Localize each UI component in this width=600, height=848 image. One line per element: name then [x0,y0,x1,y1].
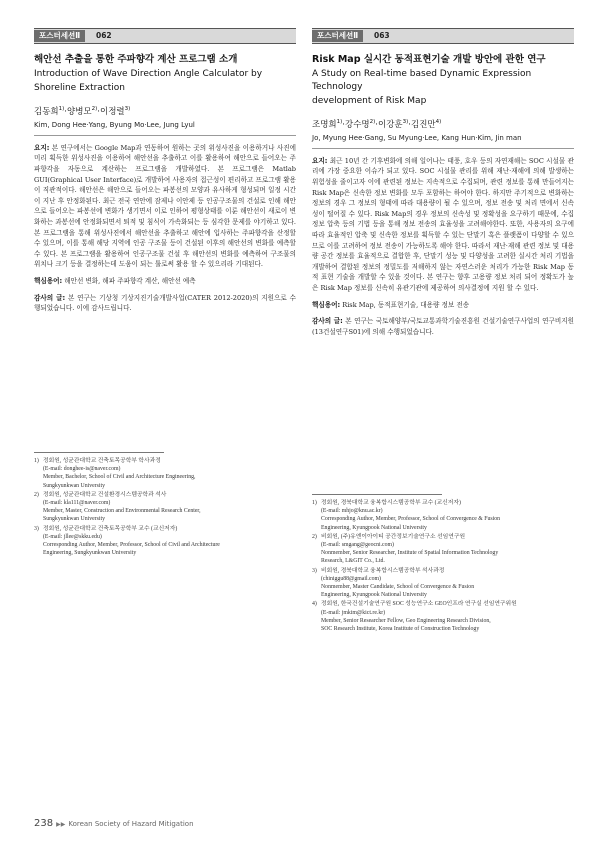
author-name: 이강훈 [378,119,403,130]
society-name: Korean Society of Hazard Mitigation [68,820,194,828]
author-sup: 2) [369,119,376,125]
author-sup: 3) [402,119,409,125]
author-name: 김동희 [34,106,59,117]
authors-english: Kim, Dong Hee·Yang, Byung Mo·Lee, Jung Lyul [34,120,195,129]
footnote-line: Sungkyunkwan University [43,482,105,489]
footnote-line: 정회원, 성균관대학교 건축토목공학부 교수 (교신저자) [43,525,178,532]
ack-label: 감사의 글: [34,293,66,302]
footnote-number: 1) [34,458,39,464]
keywords [34,276,296,287]
footnote-line: (E-mail: jmkim@kict.re.kr) [321,609,386,616]
footnotes [34,457,296,557]
footnote-line: (E-mail: smgang@geocni.com) [321,542,394,549]
author-sup: 1) [58,106,65,112]
title-english-line-2: Shoreline Extraction [34,83,126,93]
footnote-number: 3) [34,525,39,532]
divider [312,148,574,149]
author-sup: 1) [336,119,343,125]
footnote-line: Engineering, Kyungpook National University [321,524,427,531]
title-english-line-1: A Study on Real-time based Dynamic Expression Technology [312,69,532,92]
footnote-line: Member, Bachelor, School of Civil and Architecture Engineering, [43,474,196,481]
footnote-line: Corresponding Author, Member, Professor, School of Civil and Architecture [43,542,220,549]
footnote-line: (E-mail: kla111@naver.com) [43,500,111,507]
footnote-rule [312,494,442,495]
footnotes [312,499,574,633]
right-article [312,28,574,633]
footnote-line: Engineering, Kyungpook National University [321,592,427,599]
ack-text: 본 연구는 국토해양부/국토교통과학기술진흥원 건설기술연구사업의 연구비지원(13건설연구S01)에 의해 수행되었습니다. [312,317,574,336]
footnote-line: SOC Research Institute, Korea Institute of Construction Technology [321,626,480,633]
session-header [34,28,296,44]
footnote-line: 정회원, 성균관대학교 건축토목공학부 학사과정 [43,458,161,464]
left-article [34,28,296,557]
abstract-text: 본 연구에서는 Google Map과 연동하여 원하는 곳의 위성사진을 이용하거나 사진에 미리 획득한 위성사진을 이용하여 해안선을 추출하고 이를 활용하여 해안으로 들어오는 주파향각을 자동으로 계산하는 프로그램을 개발하였다. 본 프로그램은 Matlab GUI(Graphical User Interface)로 개발하여 사용자의 접근성이 편리하고 프로그램 활용이 직관적이다. 해안선은 해안으로 들어오는 파봉선의 모양과 유사하게 형성되며 일정 시간이 지난 후 안정화된다. 최근 전국 연안에 잠제나 이안제 등 인공구조물의 건설로 인해 해안으로 들어오는 파봉선에 변화가 생기면서 이로 인하여 평형상태를 이룬 해안선이 새로이 변화하는 과봉선에 안정화되면서 퇴적 및 침식이 가속화되는 등 심각한 문제를 야기하고 있다. 본 프로그램을 통해 위성사진에서 해안선을 추출하고 해안에 입사하는 주파향각을 산정할 수 있으며, 이를 통해 해당 지역에 인공 구조물 등이 건설된 이후의 해안선의 변화를 예측할 수 있다. 본 프로그램을 활용하여 인공구조물 건설 후 해안선의 변화를 예측하여 구조물의 위치나 크기 등을 결정하는데 도움이 되는 툴로써 활용 할 수 있으리라 기대된다. [34,143,296,269]
footnote-line: 비회원, (주)유엔이아이티 공간정보기술연구소 선임연구원 [321,533,466,540]
authors-english: Jo, Myung Hee·Gang, Su Myung·Lee, Kang Hun·Kim, Jin man [312,133,522,142]
footnotes-block [312,494,574,634]
footnote-line: 비회원, 경북대학교 융복합시스템공학부 석사과정 [321,567,445,574]
arrows-icon: ▶▶ [56,821,66,828]
acknowledgement [312,316,574,337]
abstract-label: 요지: [34,143,50,152]
abstract [34,143,296,270]
footnote [34,491,296,524]
authors-korean: 조명희$^{1)}$·강수명$^{2)}$·이강훈$^{3)}$·김진만$^{4)}$ [312,119,442,130]
title-korean: Risk Map 실시간 동적표현기술 개발 방안에 관한 연구 [312,54,546,65]
keywords-text: 해안선 변화, 해파 주파향각 계산, 해안선 예측 [64,276,196,285]
title-english-line-2: development of Risk Map [312,96,427,106]
footnote [312,533,574,566]
keywords-label: 핵심용어: [312,300,341,309]
footnote-line: 정회원, 한국건설기술연구원 SOC 성능연구소 GEO인프라 연구실 선임연구위원 [321,601,517,608]
footnote-line: Engineering, Sungkyunkwan University [43,550,137,557]
session-header [312,28,574,44]
title-english-line-1: Introduction of Wave Direction Angle Calculator by [34,69,263,79]
footnotes-block [34,452,296,558]
author-name: 강수명 [345,119,370,130]
divider [34,135,296,136]
author-sup: 3) [124,106,131,112]
footnote-line: Nonmember, Master Candidate, School of Convergence & Fusion [321,584,475,591]
page-footer [34,818,194,829]
author-sup: 2) [91,106,98,112]
keywords-text: Risk Map, 동적표현기술, 대용량 정보 전송 [342,300,470,309]
session-number: 063 [374,31,390,40]
title-korean: 해안선 추출을 통한 주파향각 계산 프로그램 소개 [34,54,238,65]
session-label: 포스터세션Ⅱ [312,30,363,42]
author-name: 양병모 [67,106,92,117]
session-label: 포스터세션Ⅱ [34,30,85,42]
footnote-line: Sungkyunkwan University [43,516,105,523]
authors-korean: 김동희$^{1)}$·양병모$^{2)}$·이정렬$^{3)}$ [34,106,131,117]
ack-text: 본 연구는 기상청 기상지진기술개발사업(CATER 2012-2020)의 지원으로 수행되었습니다. 이에 감사드립니다. [34,293,296,313]
abstract-label: 요지: [312,156,328,165]
author-sup: 4) [435,119,442,125]
footnote-line: (E-mail: jllee@skku.edu) [43,533,102,540]
abstract-text: 최근 10년 간 기후변화에 의해 일어나는 태풍, 호우 등의 자연재해는 SOC 시설물 관리에 가장 중요한 이슈가 되고 있다. SOC 시설물 관리를 위해 재난·재해에 의해 발생하는 위험성을 줄이고자 이에 관련된 정보는 지속적으로 수집되며, 관련 정보를 통해 만들어지는 Risk Map은 신속한 정보 변화를 모두 포함하는 하여야 한다. 하지만 주기적으로 변화하는 정보의 경우 그 정보의 형태에 따라 대용량이 될 수 있으며, 정보 전송 및 처리 면에서 신속성이 떨어질 수 있다. Risk Map의 경우 정보의 신속성 및 정확성을 요구하기 때문에, 수집 정보 압축 등의 기법 등을 통해 정보 전송의 효율성을 고려해야한다. 또한, 사용자의 요구에 따라 효율적인 압축 및 신속한 정보를 획득할 수 있는 단말기 혹은 플랫폼이 다양할 수 있으므로 이를 고려하여 정보 전송이 가능하도록 해야 한다. 따라서 재난·재해 관련 정보 및 대용량 공간 정보를 효율적으로 결합한 후, 단말기 성능 및 다양성을 고려한 실시간 처리 기법을 개발하여 결합된 정보의 정밀도를 저해하지 않는 자연스러운 처리가 가능한 Risk Map 동적 표현 기술을 개발할 수 있을 것이다. 본 연구는 향후 고용량 정보 처리 되어 정확도가 높은 Risk Map 정보를 신속히 유관기관에 제공하여 의사결정에 지원 할 수 있다. [312,156,574,292]
keywords-label: 핵심용어: [34,276,63,285]
ack-label: 감사의 글: [312,317,343,326]
footnote-line: Nonmember, Senior Researcher, Institute of Spatial Information Technology [321,550,499,557]
footnote-line: (chiniggu88@gmail.com) [321,575,381,582]
footnote-line: (E-mail: mhjo@knu.ac.kr) [321,508,383,515]
abstract [312,156,574,294]
footnote-line: Corresponding Author, Member, Professor, School of Convergence & Fusion [321,516,501,523]
footnote-number: 1) [312,500,317,506]
footnote-number: 2) [312,533,317,540]
footnote [312,499,574,532]
footnote [312,600,574,633]
footnote-line: Member, Senior Researcher Fellow, Geo Engineering Research Division, [321,617,491,624]
session-number: 062 [96,31,112,40]
footnote-line: Member, Master, Construction and Environmental Research Center, [43,508,201,515]
footnote-line: 정회원, 성균관대학교 건설환경시스템공학과 석사 [43,491,167,498]
footnote-line: Research, L&GIT Co., Ltd. [321,558,385,565]
acknowledgement [34,293,296,314]
author-name: 김진만 [411,119,436,130]
footnote-number: 4) [312,601,317,608]
keywords [312,300,574,311]
footnote-number: 3) [312,567,317,574]
author-name: 이정렬 [100,106,125,117]
author-name: 조명희 [312,119,337,130]
footnote [312,567,574,600]
footnote-line: 정회원, 경북대학교 융복합시스템공학부 교수 (교신저자) [321,500,461,506]
footnote-number: 2) [34,491,39,498]
page-number: 238 [34,818,54,829]
footnote-line: (E-mail: donghee-is@naver.com) [43,466,121,473]
footnote [34,457,296,490]
footnote [34,525,296,558]
footnote-rule [34,452,164,453]
